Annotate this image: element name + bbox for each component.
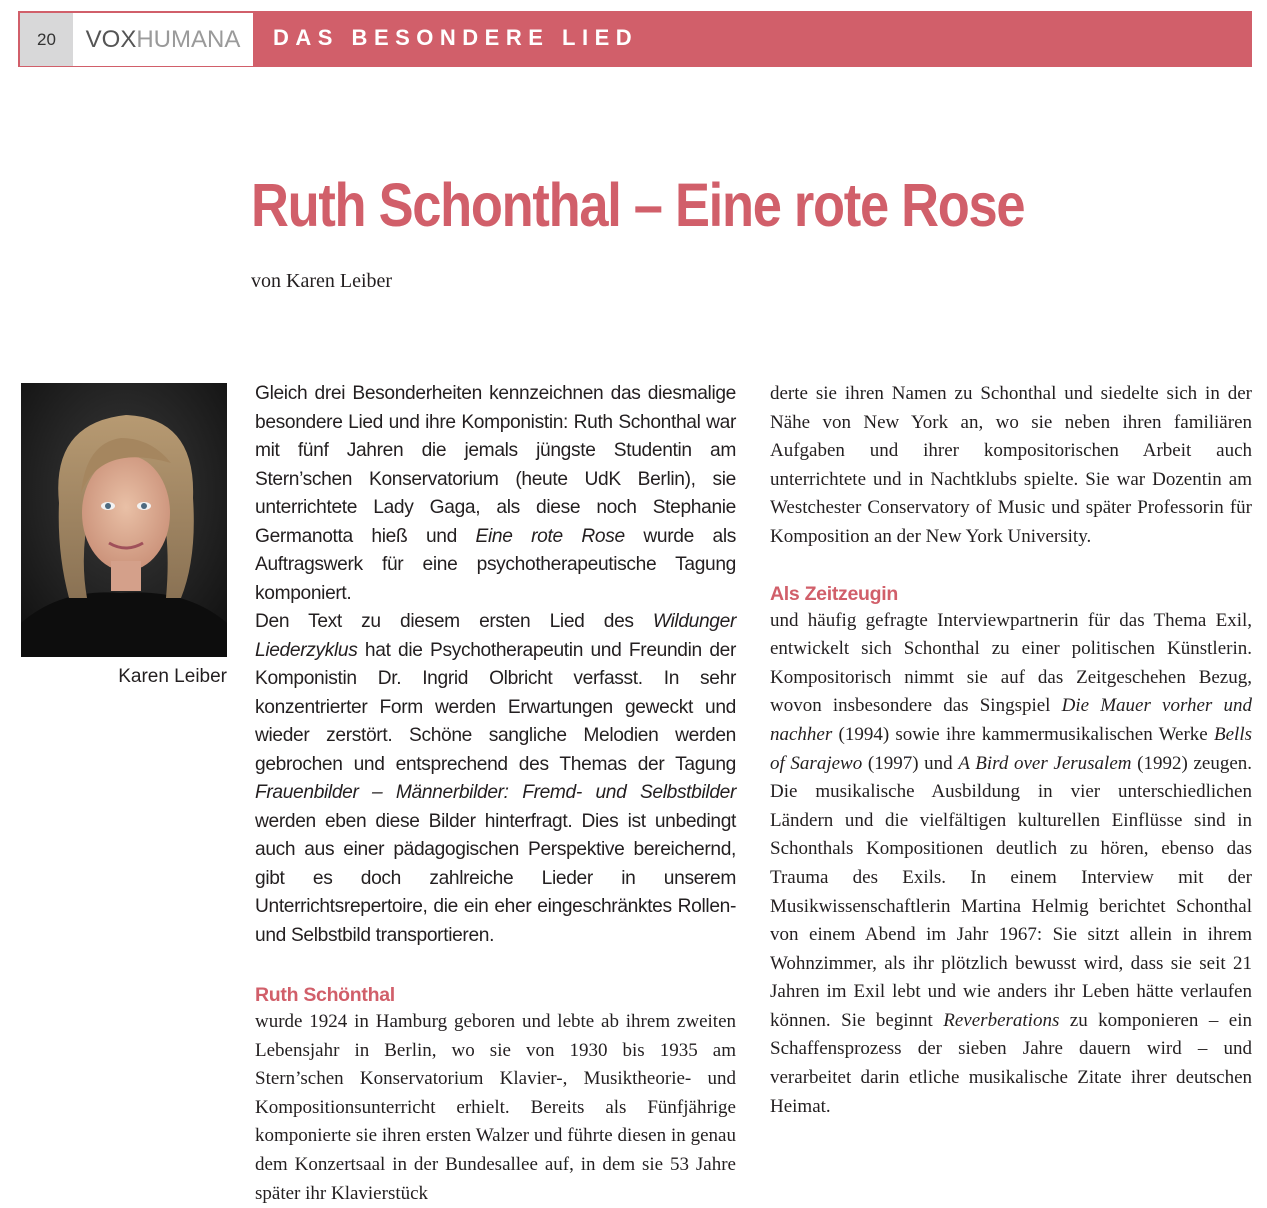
col2-p2-text-3: (1997) und <box>862 752 959 774</box>
work-title-liederzyklus: Wildunger Liederzyklus <box>255 611 736 661</box>
column-1 <box>255 380 736 1208</box>
intro-p2-text-mid: hat die Psychotherapeutin und Freundin der Komponistin Dr. Ingrid Olbricht verfasst. In sehr konzentrierter Form werden Erwartungen geweckt und wieder zerstört. Schöne sangliche Melodien werden gebrochen und entsprechend des Themas der Tagung <box>255 639 736 775</box>
work-title-reverberations: Reverberations <box>943 1009 1060 1031</box>
col2-p2-text-2: (1994) sowie ihre kammermusikalischen Werke <box>832 723 1214 745</box>
magazine-logo-humana: HUMANA <box>136 25 241 53</box>
photo-caption: Karen Leiber <box>118 666 227 687</box>
page-number: 20 <box>20 13 73 66</box>
bio-paragraph: wurde 1924 in Hamburg geboren und lebte ab ihrem zweiten Lebensjahr in Berlin, wo sie von 1930 bis 1935 am Stern’schen Konservatorium Klavier-, Musiktheorie- und Kompositionsunterricht erhielt. Bereits als Fünfjährige komponierte sie ihren ersten Walzer und führte diesen in genau dem Konzertsaal in der Bundesallee auf, in dem sie 53 Jahre später ihr Klavierstück <box>255 1011 736 1204</box>
work-title-bird: A Bird over Jerusalem <box>958 752 1132 774</box>
work-title-eine-rote-rose: Eine rote Rose <box>475 525 625 547</box>
col2-paragraph-2 <box>770 607 1252 1122</box>
heading-ruth-schoenthal: Ruth Schönthal <box>255 984 395 1006</box>
section-title: DAS BESONDERE LIED <box>273 25 639 50</box>
intro-paragraph-1 <box>255 380 736 608</box>
conference-theme: Frauenbilder – Männerbilder: Fremd- und Selbstbilder <box>255 782 736 803</box>
col2-p2-text: und häufig gefragte Interviewpartnerin für das Thema Exil, entwickelt sich Schonthal zu einer politischen Künstlerin. Kompositorisch nimmt sie auf das Zeitgeschehen Bezug, wovon insbesondere das Singspiel <box>770 609 1252 717</box>
author-photo <box>21 383 227 657</box>
heading-als-zeitzeugin: Als Zeitzeugin <box>770 582 898 605</box>
intro-p1-text-end: wurde als Auftragswerk für eine psychotherapeutische Tagung komponiert. <box>255 525 736 604</box>
intro-p1-text: Gleich drei Besonderheiten kennzeichnen das diesmalige besondere Lied und ihre Komponistin: Ruth Schonthal war mit fünf Jahren die jemals jüngste Studentin am Stern’schen Konservatorium (heute UdK Berlin), sie unterrichtete Lady Gaga, als diese noch Stephanie Germanotta hieß und <box>255 383 736 547</box>
column-2 <box>770 380 1252 1121</box>
magazine-logo-vox: VOX <box>85 25 137 53</box>
col2-paragraph-1: derte sie ihren Namen zu Schonthal und siedelte sich in der Nähe von New York an, wo sie neben ihren familiären Aufgaben und ihrer kompositorischen Arbeit auch unterrichtete und in Nachtklubs spielte. Sie war Dozentin am Westchester Conservatory of Music und später Professorin für Komposition an der New York University. <box>770 383 1252 547</box>
magazine-logo <box>73 13 253 66</box>
col2-p2-text-4: (1992) zeugen. Die musikalische Ausbildung in vier unterschiedlichen Ländern und die vielfältigen kulturellen Einflüsse sind in Schonthals Kompositionen deutlich zu hören, ebenso das Trauma des Exils. In einem Interview mit der Musikwissenschaftlerin Martina Helmig berichtet Schonthal von einem Abend im Jahr 1967: Sie sitzt allein in ihrem Wohnzimmer, als ihr plötzlich bewusst wird, dass sie seit 21 Jahren im Exil lebt und wie anders ihr Leben hätte verlaufen können. Sie beginnt <box>770 752 1253 1031</box>
article-title: Ruth Schonthal – Eine rote Rose <box>251 171 1025 239</box>
intro-p2-text-end: werden eben diese Bilder hinterfragt. Dies ist unbedingt auch aus einer pädagogischen Perspektive bereichernd, gibt es doch zahlreiche Lieder in unserem Unterrichtsrepertoire, die ein eher eingeschränktes Rollen- und Selbstbild transportieren. <box>255 810 736 946</box>
col2-p2-text-end: zu komponieren – ein Schaffensprozess der sieben Jahre dauern wird – und verarbeitet darin etliche musikalische Zitate ihrer deutschen Heimat. <box>770 1009 1252 1117</box>
work-title-die-mauer: Die Mauer vorher und nachher <box>770 695 1252 745</box>
intro-paragraph-2 <box>255 608 736 950</box>
intro-p2-text: Den Text zu diesem ersten Lied des <box>255 611 653 632</box>
byline: von Karen Leiber <box>251 270 393 292</box>
work-title-bells: Bells of Sarajewo <box>770 723 1252 774</box>
header-band <box>18 11 1252 67</box>
